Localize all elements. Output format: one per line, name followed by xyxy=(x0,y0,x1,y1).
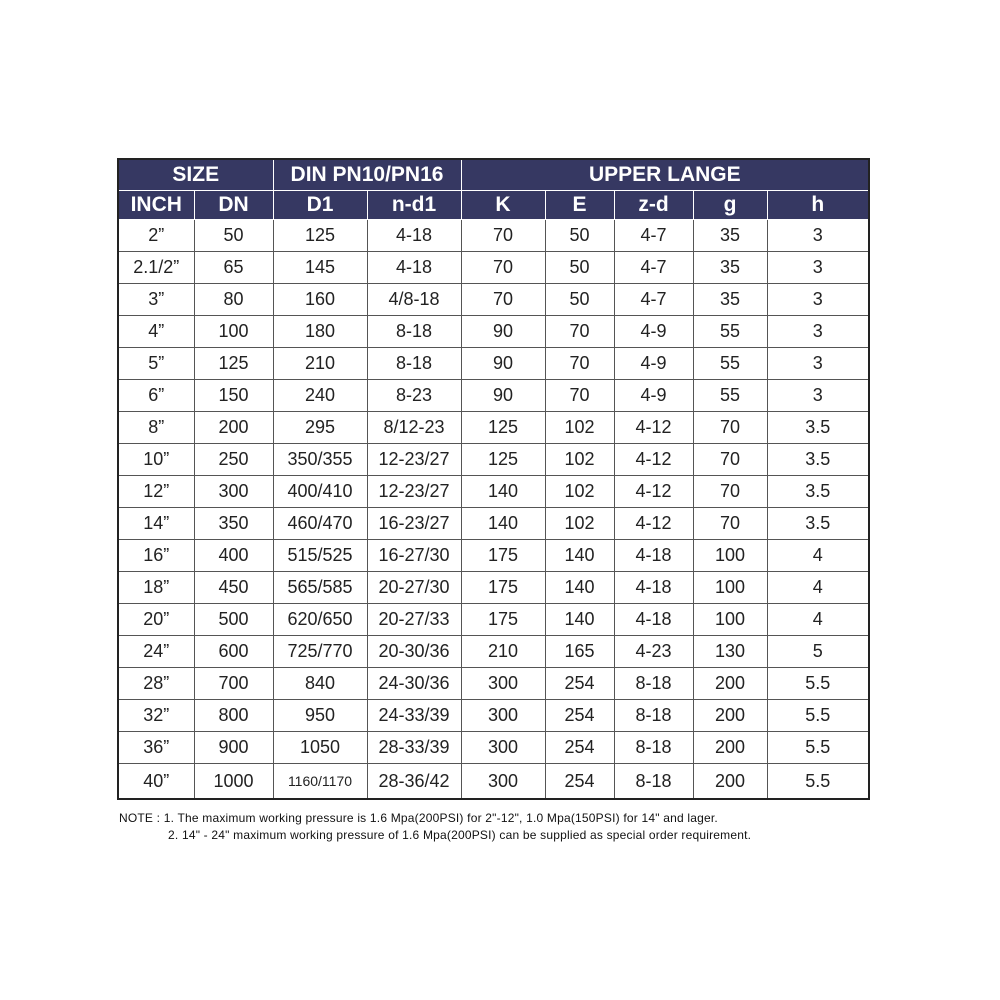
cell-g: 70 xyxy=(693,476,767,508)
table-row xyxy=(118,444,869,476)
cell-d1: 350/355 xyxy=(273,444,367,476)
cell-d1: 840 xyxy=(273,668,367,700)
notes xyxy=(119,810,979,844)
group-header-size: SIZE xyxy=(118,159,273,191)
cell-k: 175 xyxy=(461,572,545,604)
cell-z-d: 8-18 xyxy=(614,668,693,700)
cell-h: 3 xyxy=(767,380,869,412)
cell-e: 254 xyxy=(545,668,614,700)
cell-h: 5.5 xyxy=(767,732,869,764)
cell-dn: 350 xyxy=(194,508,273,540)
cell-z-d: 4-12 xyxy=(614,412,693,444)
cell-k: 300 xyxy=(461,700,545,732)
cell-inch: 2.1/2” xyxy=(118,252,194,284)
cell-z-d: 4-18 xyxy=(614,604,693,636)
cell-n-d1: 4-18 xyxy=(367,252,461,284)
cell-n-d1: 16-23/27 xyxy=(367,508,461,540)
cell-h: 4 xyxy=(767,604,869,636)
cell-z-d: 8-18 xyxy=(614,700,693,732)
column-header-z-d: z-d xyxy=(614,191,693,220)
cell-inch: 2” xyxy=(118,220,194,252)
column-header-e: E xyxy=(545,191,614,220)
cell-e: 50 xyxy=(545,252,614,284)
cell-dn: 125 xyxy=(194,348,273,380)
cell-k: 175 xyxy=(461,540,545,572)
cell-e: 140 xyxy=(545,572,614,604)
table-row xyxy=(118,700,869,732)
cell-k: 300 xyxy=(461,764,545,800)
cell-h: 3 xyxy=(767,252,869,284)
cell-d1: 950 xyxy=(273,700,367,732)
cell-h: 3 xyxy=(767,348,869,380)
group-header-row xyxy=(118,159,869,191)
cell-n-d1: 24-30/36 xyxy=(367,668,461,700)
column-header-d1: D1 xyxy=(273,191,367,220)
cell-n-d1: 20-27/30 xyxy=(367,572,461,604)
cell-inch: 6” xyxy=(118,380,194,412)
cell-e: 102 xyxy=(545,444,614,476)
cell-n-d1: 16-27/30 xyxy=(367,540,461,572)
cell-d1: 1050 xyxy=(273,732,367,764)
table-row xyxy=(118,348,869,380)
cell-z-d: 4-7 xyxy=(614,284,693,316)
cell-e: 102 xyxy=(545,508,614,540)
cell-z-d: 4-23 xyxy=(614,636,693,668)
cell-e: 70 xyxy=(545,348,614,380)
cell-h: 3 xyxy=(767,316,869,348)
cell-inch: 12” xyxy=(118,476,194,508)
cell-inch: 3” xyxy=(118,284,194,316)
cell-g: 55 xyxy=(693,380,767,412)
table-row xyxy=(118,412,869,444)
column-header-inch: INCH xyxy=(118,191,194,220)
cell-g: 35 xyxy=(693,220,767,252)
cell-k: 140 xyxy=(461,508,545,540)
cell-dn: 80 xyxy=(194,284,273,316)
cell-d1: 180 xyxy=(273,316,367,348)
cell-g: 55 xyxy=(693,348,767,380)
cell-inch: 28” xyxy=(118,668,194,700)
cell-k: 70 xyxy=(461,252,545,284)
table-row xyxy=(118,604,869,636)
table-row xyxy=(118,508,869,540)
cell-dn: 1000 xyxy=(194,764,273,800)
cell-dn: 800 xyxy=(194,700,273,732)
cell-n-d1: 20-30/36 xyxy=(367,636,461,668)
cell-n-d1: 8-18 xyxy=(367,316,461,348)
cell-e: 102 xyxy=(545,476,614,508)
cell-g: 70 xyxy=(693,444,767,476)
cell-d1: 295 xyxy=(273,412,367,444)
cell-k: 300 xyxy=(461,668,545,700)
cell-h: 3 xyxy=(767,220,869,252)
cell-d1: 725/770 xyxy=(273,636,367,668)
cell-inch: 18” xyxy=(118,572,194,604)
cell-k: 300 xyxy=(461,732,545,764)
cell-inch: 10” xyxy=(118,444,194,476)
column-header-k: K xyxy=(461,191,545,220)
cell-e: 140 xyxy=(545,604,614,636)
cell-k: 90 xyxy=(461,348,545,380)
cell-d1: 400/410 xyxy=(273,476,367,508)
column-header-h: h xyxy=(767,191,869,220)
cell-z-d: 4-9 xyxy=(614,316,693,348)
cell-z-d: 4-9 xyxy=(614,348,693,380)
cell-e: 254 xyxy=(545,764,614,800)
cell-g: 100 xyxy=(693,604,767,636)
cell-e: 165 xyxy=(545,636,614,668)
cell-n-d1: 20-27/33 xyxy=(367,604,461,636)
table-row xyxy=(118,636,869,668)
cell-dn: 400 xyxy=(194,540,273,572)
table-row xyxy=(118,252,869,284)
cell-d1: 145 xyxy=(273,252,367,284)
cell-dn: 100 xyxy=(194,316,273,348)
cell-h: 3.5 xyxy=(767,412,869,444)
table-body xyxy=(118,220,869,800)
cell-e: 50 xyxy=(545,284,614,316)
group-header-upper: UPPER LANGE xyxy=(461,159,869,191)
cell-n-d1: 4-18 xyxy=(367,220,461,252)
cell-k: 90 xyxy=(461,316,545,348)
cell-z-d: 4-7 xyxy=(614,252,693,284)
cell-inch: 32” xyxy=(118,700,194,732)
cell-z-d: 4-18 xyxy=(614,572,693,604)
cell-h: 3.5 xyxy=(767,476,869,508)
cell-g: 100 xyxy=(693,540,767,572)
cell-dn: 300 xyxy=(194,476,273,508)
cell-h: 3 xyxy=(767,284,869,316)
cell-g: 200 xyxy=(693,764,767,800)
cell-inch: 4” xyxy=(118,316,194,348)
cell-inch: 5” xyxy=(118,348,194,380)
cell-g: 200 xyxy=(693,668,767,700)
cell-g: 35 xyxy=(693,252,767,284)
table-row xyxy=(118,668,869,700)
cell-e: 70 xyxy=(545,380,614,412)
table-row xyxy=(118,540,869,572)
cell-g: 130 xyxy=(693,636,767,668)
cell-z-d: 4-18 xyxy=(614,540,693,572)
cell-h: 4 xyxy=(767,540,869,572)
cell-e: 50 xyxy=(545,220,614,252)
cell-dn: 150 xyxy=(194,380,273,412)
cell-h: 5 xyxy=(767,636,869,668)
cell-dn: 500 xyxy=(194,604,273,636)
cell-z-d: 4-9 xyxy=(614,380,693,412)
cell-d1: 1160/1170 xyxy=(273,764,367,800)
cell-z-d: 4-7 xyxy=(614,220,693,252)
cell-n-d1: 4/8-18 xyxy=(367,284,461,316)
column-header-row xyxy=(118,191,869,220)
cell-h: 5.5 xyxy=(767,700,869,732)
cell-dn: 700 xyxy=(194,668,273,700)
column-header-n-d1: n-d1 xyxy=(367,191,461,220)
cell-h: 3.5 xyxy=(767,508,869,540)
cell-n-d1: 28-36/42 xyxy=(367,764,461,800)
table-row xyxy=(118,764,869,800)
cell-dn: 250 xyxy=(194,444,273,476)
cell-n-d1: 28-33/39 xyxy=(367,732,461,764)
cell-k: 125 xyxy=(461,412,545,444)
cell-z-d: 8-18 xyxy=(614,764,693,800)
cell-dn: 50 xyxy=(194,220,273,252)
cell-d1: 565/585 xyxy=(273,572,367,604)
cell-inch: 40” xyxy=(118,764,194,800)
cell-z-d: 4-12 xyxy=(614,476,693,508)
cell-inch: 24” xyxy=(118,636,194,668)
table-row xyxy=(118,476,869,508)
cell-dn: 200 xyxy=(194,412,273,444)
cell-e: 254 xyxy=(545,700,614,732)
cell-k: 140 xyxy=(461,476,545,508)
cell-h: 3.5 xyxy=(767,444,869,476)
cell-k: 175 xyxy=(461,604,545,636)
table-row xyxy=(118,284,869,316)
table-row xyxy=(118,380,869,412)
cell-e: 254 xyxy=(545,732,614,764)
cell-e: 140 xyxy=(545,540,614,572)
cell-dn: 65 xyxy=(194,252,273,284)
cell-n-d1: 12-23/27 xyxy=(367,444,461,476)
cell-n-d1: 12-23/27 xyxy=(367,476,461,508)
cell-inch: 36” xyxy=(118,732,194,764)
cell-h: 5.5 xyxy=(767,764,869,800)
cell-dn: 450 xyxy=(194,572,273,604)
cell-d1: 125 xyxy=(273,220,367,252)
cell-g: 100 xyxy=(693,572,767,604)
cell-k: 210 xyxy=(461,636,545,668)
cell-g: 55 xyxy=(693,316,767,348)
cell-inch: 20” xyxy=(118,604,194,636)
cell-dn: 900 xyxy=(194,732,273,764)
flange-spec-table xyxy=(117,158,870,800)
cell-k: 125 xyxy=(461,444,545,476)
cell-n-d1: 8-23 xyxy=(367,380,461,412)
cell-inch: 14” xyxy=(118,508,194,540)
group-header-din: DIN PN10/PN16 xyxy=(273,159,461,191)
cell-g: 35 xyxy=(693,284,767,316)
cell-dn: 600 xyxy=(194,636,273,668)
column-header-dn: DN xyxy=(194,191,273,220)
table-row xyxy=(118,572,869,604)
cell-g: 70 xyxy=(693,508,767,540)
cell-k: 70 xyxy=(461,220,545,252)
table-row xyxy=(118,732,869,764)
cell-n-d1: 8-18 xyxy=(367,348,461,380)
cell-d1: 460/470 xyxy=(273,508,367,540)
cell-d1: 210 xyxy=(273,348,367,380)
cell-h: 5.5 xyxy=(767,668,869,700)
cell-z-d: 4-12 xyxy=(614,444,693,476)
cell-z-d: 8-18 xyxy=(614,732,693,764)
cell-g: 200 xyxy=(693,700,767,732)
cell-inch: 8” xyxy=(118,412,194,444)
column-header-g: g xyxy=(693,191,767,220)
cell-d1: 515/525 xyxy=(273,540,367,572)
cell-g: 200 xyxy=(693,732,767,764)
note-line-1: NOTE : 1. The maximum working pressure is 1.6 Mpa(200PSI) for 2"-12", 1.0 Mpa(150PSI) for 14" and lager. xyxy=(119,811,718,825)
cell-d1: 240 xyxy=(273,380,367,412)
cell-e: 102 xyxy=(545,412,614,444)
table-row xyxy=(118,316,869,348)
cell-inch: 16” xyxy=(118,540,194,572)
cell-k: 70 xyxy=(461,284,545,316)
cell-k: 90 xyxy=(461,380,545,412)
cell-e: 70 xyxy=(545,316,614,348)
cell-d1: 160 xyxy=(273,284,367,316)
cell-n-d1: 24-33/39 xyxy=(367,700,461,732)
table-row xyxy=(118,220,869,252)
cell-n-d1: 8/12-23 xyxy=(367,412,461,444)
cell-g: 70 xyxy=(693,412,767,444)
cell-h: 4 xyxy=(767,572,869,604)
cell-z-d: 4-12 xyxy=(614,508,693,540)
note-line-2: 2. 14" - 24" maximum working pressure of 1.6 Mpa(200PSI) can be supplied as special order requirement. xyxy=(168,828,752,842)
cell-d1: 620/650 xyxy=(273,604,367,636)
